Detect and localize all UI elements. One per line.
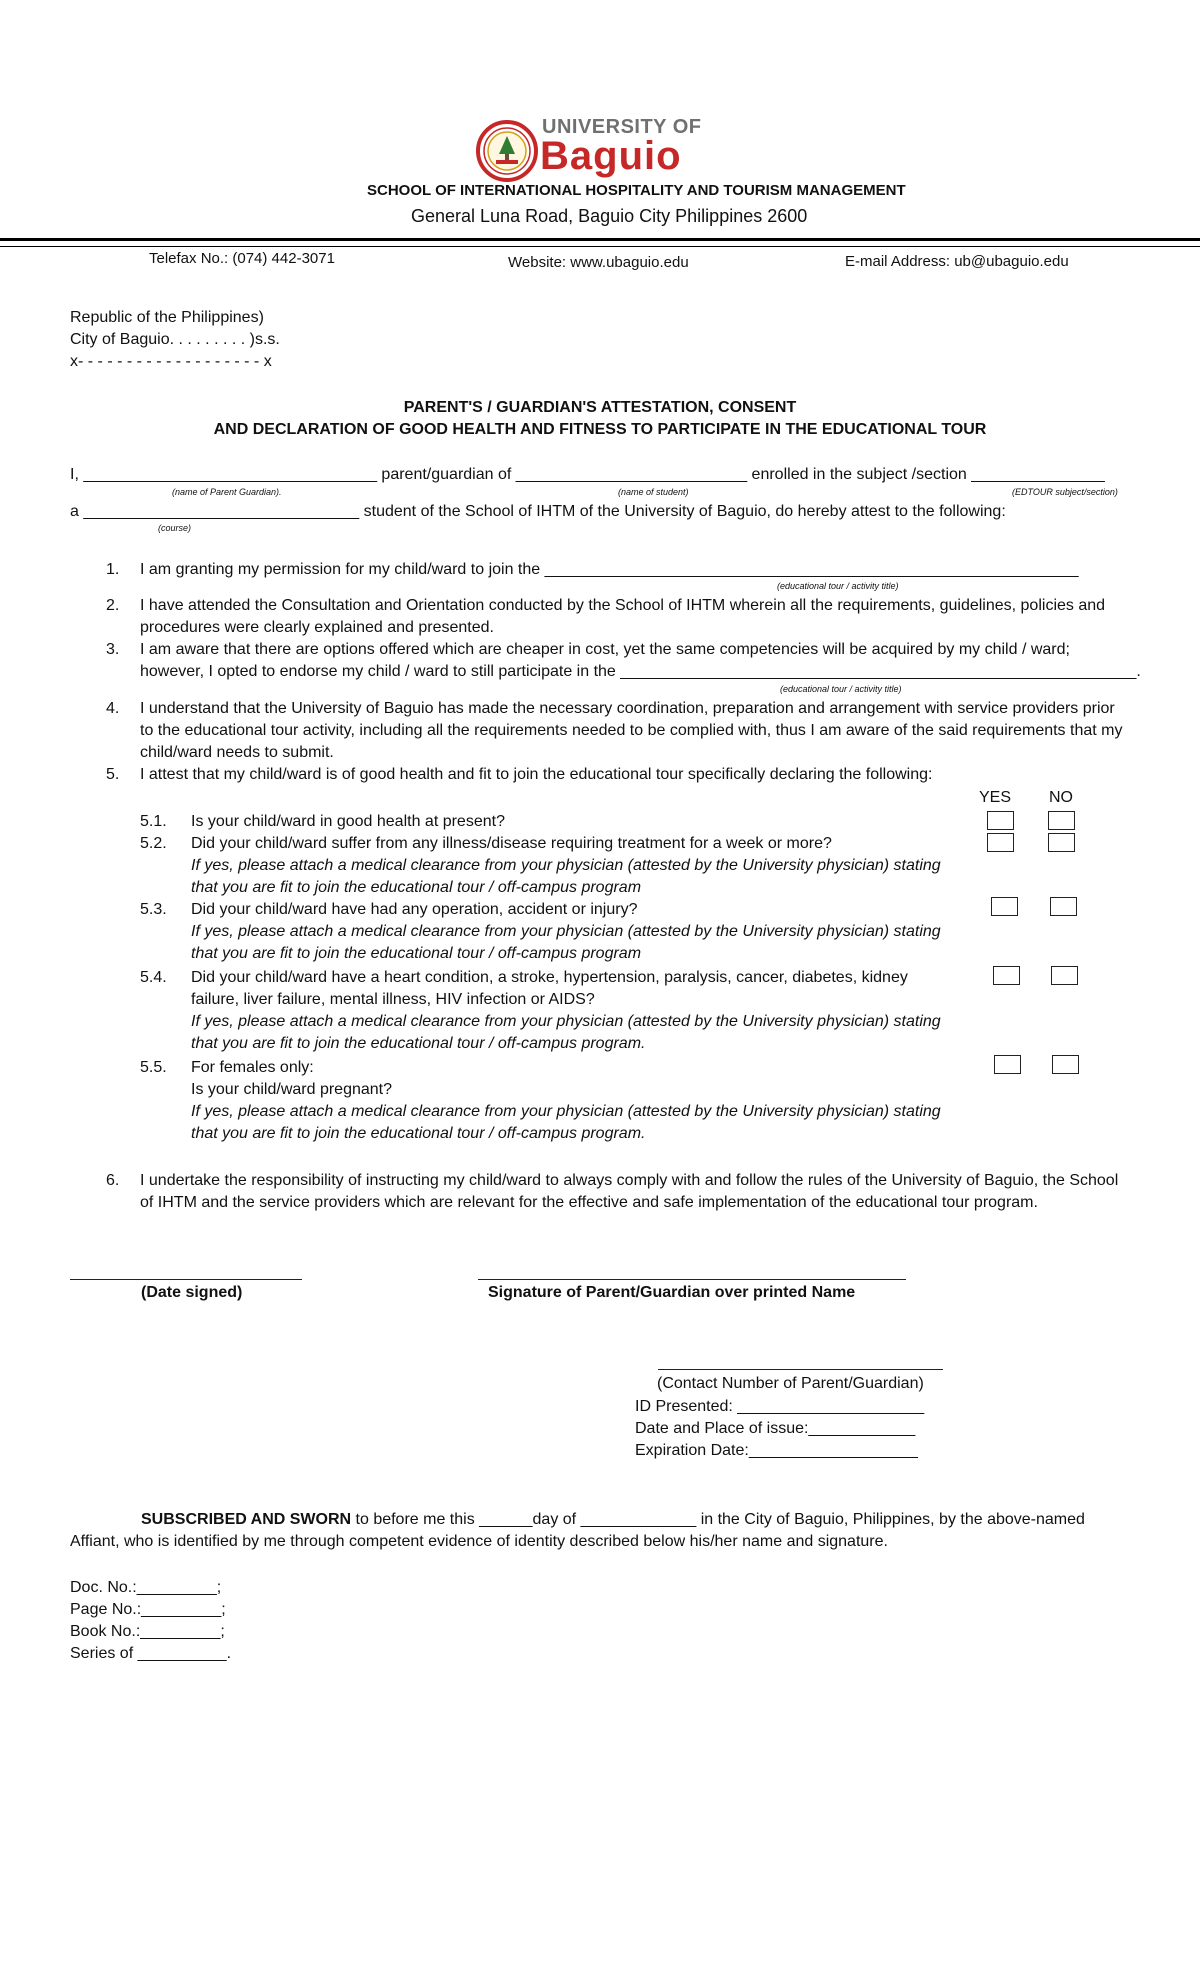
caption-tour-1: (educational tour / activity title) — [777, 581, 899, 591]
sub-5-1-number: 5.1. — [140, 813, 167, 830]
sub-5-5-number: 5.5. — [140, 1059, 167, 1076]
item-6-number: 6. — [106, 1172, 120, 1189]
item-6-text-b: of IHTM and the service providers which are relevant for the effective and safe implementation of the educational tour program. — [140, 1194, 1038, 1211]
intro-line-1: I, _________________________________ parent/guardian of __________________________ enrolled in the subject /section _______________ — [70, 466, 1105, 483]
logo-text-main: Baguio — [540, 134, 682, 178]
caption-subject: (EDTOUR subject/section) — [1012, 487, 1118, 497]
yes-checkbox-5-5[interactable] — [994, 1055, 1021, 1074]
item-5-number: 5. — [106, 766, 120, 783]
caption-course: (course) — [158, 523, 192, 533]
venue-line-1: Republic of the Philippines) — [70, 309, 264, 326]
yes-checkbox-5-4[interactable] — [993, 966, 1020, 985]
logo-text-top: UNIVERSITY OF — [542, 116, 702, 138]
book-no: Book No.:_________; — [70, 1623, 225, 1640]
school-name: SCHOOL OF INTERNATIONAL HOSPITALITY AND TOURISM MANAGEMENT — [367, 182, 906, 199]
title-line-1: PARENT'S / GUARDIAN'S ATTESTATION, CONSENT — [403, 399, 797, 416]
jurat-line-1 — [141, 1510, 1085, 1529]
date-signed-label: (Date signed) — [141, 1284, 243, 1301]
sub-5-3-number: 5.3. — [140, 901, 167, 918]
doc-no: Doc. No.:_________; — [70, 1579, 222, 1596]
item-1-number: 1. — [106, 561, 120, 578]
email: E-mail Address: ub@ubaguio.edu — [845, 253, 1069, 270]
caption-parent: (name of Parent Guardian). — [172, 487, 282, 497]
no-checkbox-5-1[interactable] — [1048, 811, 1075, 830]
sub-5-5-text-b: Is your child/ward pregnant? — [191, 1081, 392, 1098]
sub-5-3-note-a: If yes, please attach a medical clearance from your physician (attested by the University physician) stating — [191, 923, 941, 940]
caption-tour-3: (educational tour / activity title) — [780, 684, 902, 694]
signature-label: Signature of Parent/Guardian over printed Name — [488, 1284, 856, 1301]
telefax: Telefax No.: (074) 442-3071 — [149, 250, 335, 267]
series-of: Series of __________. — [70, 1645, 232, 1662]
sub-5-5-note-a: If yes, please attach a medical clearance from your physician (attested by the University physician) stating — [191, 1103, 941, 1120]
item-1-text: I am granting my permission for my child/ward to join the ____________________________________________________________ — [140, 561, 1079, 578]
sub-5-4-number: 5.4. — [140, 969, 167, 986]
no-checkbox-5-5[interactable] — [1052, 1055, 1079, 1074]
date-place-issue: Date and Place of issue:____________ — [635, 1420, 916, 1437]
sub-5-4-text-a: Did your child/ward have a heart condition, a stroke, hypertension, paralysis, cancer, diabetes, kidney — [191, 969, 908, 986]
sub-5-1-text: Is your child/ward in good health at present? — [191, 813, 505, 830]
page-no: Page No.:_________; — [70, 1601, 226, 1618]
item-2-number: 2. — [106, 597, 120, 614]
sub-5-2-number: 5.2. — [140, 835, 167, 852]
header-rule-thin — [0, 246, 1200, 247]
contact-number-line[interactable] — [658, 1369, 943, 1370]
sub-5-4-note-a: If yes, please attach a medical clearance from your physician (attested by the University physician) stating — [191, 1013, 941, 1030]
sub-5-3-note-b: that you are fit to join the educational tour / off-campus program — [191, 945, 642, 962]
intro-line-2: a _______________________________ student of the School of IHTM of the University of Baguio, do hereby attest to the following: — [70, 503, 1006, 520]
jurat-line-2: Affiant, who is identified by me through competent evidence of identity described below his/her name and signature. — [70, 1533, 888, 1550]
sub-5-2-text: Did your child/ward suffer from any illness/disease requiring treatment for a week or more? — [191, 835, 832, 852]
sub-5-3-text: Did your child/ward have had any operation, accident or injury? — [191, 901, 638, 918]
item-4-number: 4. — [106, 700, 120, 717]
header-rule-thick — [0, 238, 1200, 241]
sub-5-5-note-b: that you are fit to join the educational tour / off-campus program. — [191, 1125, 646, 1142]
item-5-text: I attest that my child/ward is of good health and fit to join the educational tour specifically declaring the following: — [140, 766, 933, 783]
no-header: NO — [1049, 789, 1073, 806]
yes-checkbox-5-2[interactable] — [987, 833, 1014, 852]
jurat-bold: SUBSCRIBED AND SWORN — [141, 1511, 352, 1528]
sub-5-2-note-a: If yes, please attach a medical clearance from your physician (attested by the University physician) stating — [191, 857, 941, 874]
sub-5-4-note-b: that you are fit to join the educational tour / off-campus program. — [191, 1035, 646, 1052]
signature-line[interactable] — [478, 1279, 906, 1280]
item-2-text-a: I have attended the Consultation and Orientation conducted by the School of IHTM wherein all the requirements, guidelines, policies and — [140, 597, 1106, 614]
item-4-text-c: child/ward needs to submit. — [140, 744, 334, 761]
item-2-text-b: procedures were clearly explained and presented. — [140, 619, 494, 636]
item-4-text-b: to the educational tour activity, including all the requirements needed to be complied with, thus I am aware of the said requirements that my — [140, 722, 1123, 739]
item-6-text-a: I undertake the responsibility of instructing my child/ward to always comply with and follow the rules of the University of Baguio, the School — [140, 1172, 1119, 1189]
item-3-text-a: I am aware that there are options offered which are cheaper in cost, yet the same competencies will be acquired by my child / ward; — [140, 641, 1070, 658]
university-seal-icon — [474, 120, 540, 182]
venue-line-3: x- - - - - - - - - - - - - - - - - - - x — [70, 353, 272, 370]
sub-5-2-note-b: that you are fit to join the educational tour / off-campus program — [191, 879, 642, 896]
no-checkbox-5-3[interactable] — [1050, 897, 1077, 916]
no-checkbox-5-4[interactable] — [1051, 966, 1078, 985]
title-line-2: AND DECLARATION OF GOOD HEALTH AND FITNESS TO PARTICIPATE IN THE EDUCATIONAL TOUR — [213, 421, 987, 438]
yes-checkbox-5-1[interactable] — [987, 811, 1014, 830]
website: Website: www.ubaguio.edu — [508, 254, 689, 271]
contact-number-label: (Contact Number of Parent/Guardian) — [657, 1375, 924, 1392]
sub-5-5-text-a: For females only: — [191, 1059, 314, 1076]
jurat-text: to before me this ______day of _____________ in the City of Baguio, Philippines, by the above-named — [351, 1511, 1085, 1528]
id-presented: ID Presented: _____________________ — [635, 1398, 925, 1415]
item-3-text-b: however, I opted to endorse my child / ward to still participate in the __________________________________________________________. — [140, 663, 1141, 680]
sub-5-4-text-b: failure, liver failure, mental illness, HIV infection or AIDS? — [191, 991, 595, 1008]
school-address: General Luna Road, Baguio City Philippines 2600 — [411, 206, 808, 226]
item-3-number: 3. — [106, 641, 120, 658]
expiration-date: Expiration Date:___________________ — [635, 1442, 918, 1459]
venue-line-2: City of Baguio. . . . . . . . . )s.s. — [70, 331, 280, 348]
date-signed-line[interactable] — [70, 1279, 302, 1280]
yes-header: YES — [979, 789, 1012, 806]
yes-checkbox-5-3[interactable] — [991, 897, 1018, 916]
item-4-text-a: I understand that the University of Baguio has made the necessary coordination, preparation and arrangement with service providers prior — [140, 700, 1115, 717]
caption-student: (name of student) — [618, 487, 689, 497]
no-checkbox-5-2[interactable] — [1048, 833, 1075, 852]
